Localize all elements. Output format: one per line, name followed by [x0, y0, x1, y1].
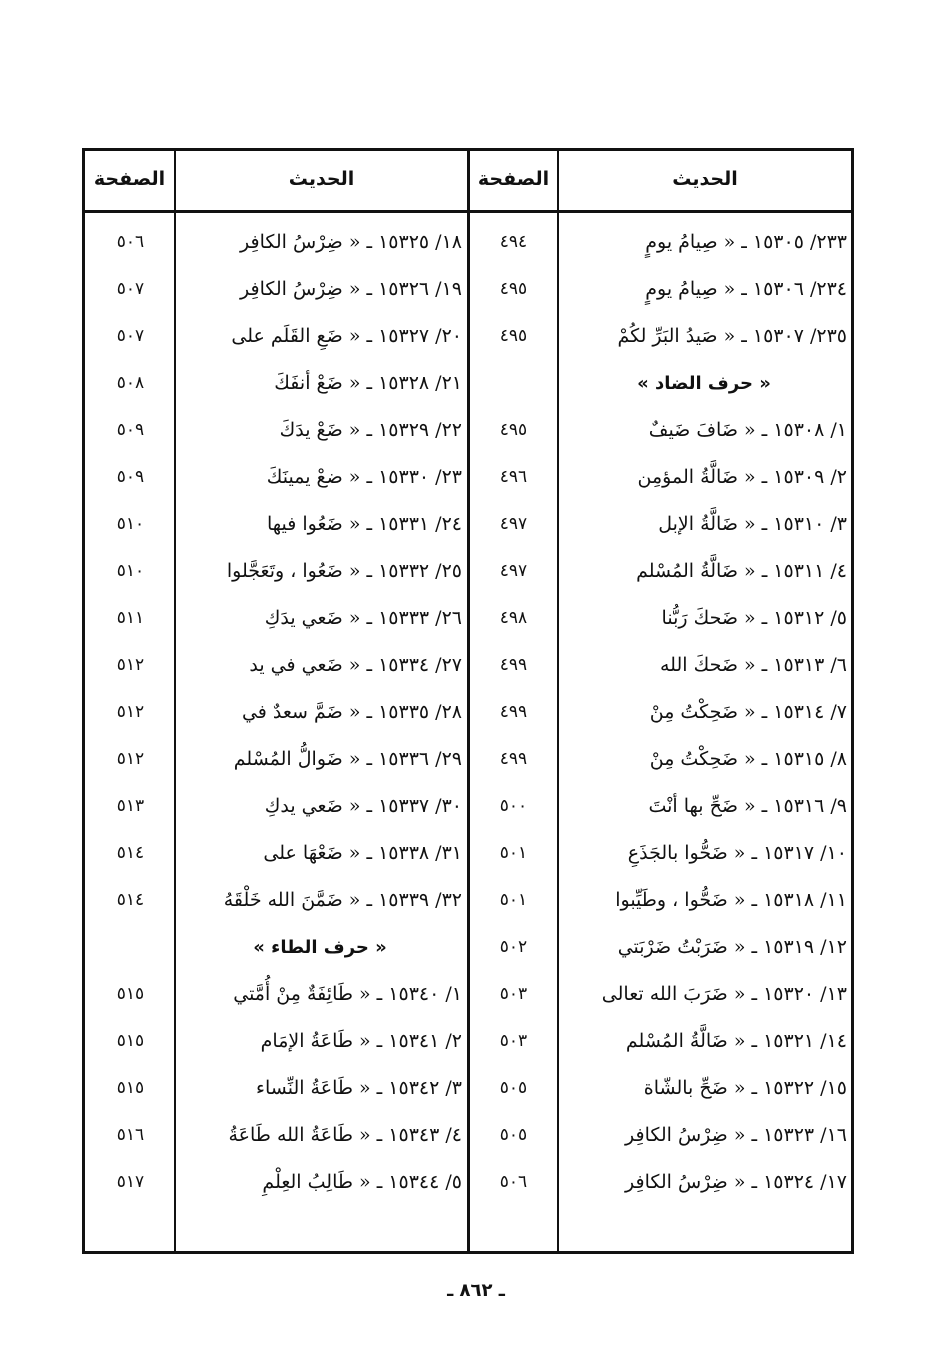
page-ref: [470, 360, 557, 407]
hadith-entry: ٢٤/ ١٥٣٣١ ـ « ضَعُوا فيها: [266, 513, 462, 535]
page-ref: ٤٩٤: [499, 232, 528, 252]
hadith-entry: ٨/ ١٥٣١٥ ـ « ضَحِكْتُ مِنْ: [649, 748, 847, 770]
page-ref: ٤٩٥: [499, 326, 528, 346]
page-ref: ٥٠٧: [116, 326, 145, 346]
hadith-entry: ١/ ١٥٣٠٨ ـ « ضَافَ ضَيفٌ: [648, 419, 847, 441]
hadith-entry: ٢٣٣/ ١٥٣٠٥ ـ « صِيامُ يومٍ: [645, 231, 847, 253]
hadith-entry: ٣/ ١٥٣٤٢ ـ « طَاعَةُ النِّساء: [256, 1077, 462, 1099]
hadith-entry: ١٦/ ١٥٣٢٣ ـ « ضِرْسُ الكافِر: [625, 1124, 847, 1146]
page-ref: ٤٩٥: [499, 279, 528, 299]
hadith-entry: ١٥/ ١٥٣٢٢ ـ « ضَحِّ بالشّاة: [643, 1077, 847, 1099]
hadith-entry: ١٣/ ١٥٣٢٠ ـ « ضَرَبَ الله تعالى: [601, 983, 847, 1005]
page-ref: ٥٠٢: [499, 937, 528, 957]
page-ref: ٥١١: [116, 608, 145, 628]
page-ref: ٤٩٧: [499, 514, 528, 534]
page-ref: ٥٠٩: [116, 467, 145, 487]
hadith-entry: ١٧/ ١٥٣٢٤ ـ « ضِرْسُ الكافِر: [625, 1171, 847, 1193]
page-ref: ٥٠٥: [499, 1078, 528, 1098]
hadith-entry: ١٩/ ١٥٣٢٦ ـ « ضِرْسُ الكافِر: [240, 278, 462, 300]
hadith-entry: ٢٩/ ١٥٣٣٦ ـ « ضَوالُّ المُسْلم: [233, 748, 462, 770]
page-ref: ٥١٢: [116, 702, 145, 722]
page-ref: ٥١٢: [116, 749, 145, 769]
hadith-index-table: [82, 148, 854, 1254]
hadith-entry: ٤/ ١٥٣٤٣ ـ « طَاعَةُ الله طَاعَةُ: [228, 1124, 462, 1146]
hadith-entry: ٢٢/ ١٥٣٢٩ ـ « ضَعْ يدَكَ: [279, 419, 462, 441]
page-ref: [87, 924, 174, 971]
hadith-entry: ٢٦/ ١٥٣٣٣ ـ « ضَعي يدَكِ: [264, 607, 462, 629]
page-ref: ٤٩٩: [499, 702, 528, 722]
page-ref: ٥١٧: [116, 1172, 145, 1192]
page-ref: ٥١٥: [116, 1031, 145, 1051]
hadith-entry: ٢٣٥/ ١٥٣٠٧ ـ « صَيدُ البَرِّ لكُمْ: [617, 325, 847, 347]
column-divider: [557, 151, 559, 1251]
page-ref: ٥١٤: [116, 843, 145, 863]
left-hadith-header: الحديث: [288, 168, 355, 190]
hadith-entry: ٣١/ ١٥٣٣٨ ـ « ضَعْهَا على: [263, 842, 462, 864]
hadith-entry: ٢٧/ ١٥٣٣٤ ـ « ضَعي في يد: [249, 654, 462, 676]
hadith-entry: ٥/ ١٥٣١٢ ـ « ضَحكَ رَبُّنا: [661, 607, 847, 629]
hadith-entry: ٧/ ١٥٣١٤ ـ « ضَحِكْتُ مِنْ: [649, 701, 847, 723]
hadith-entry: ٥/ ١٥٣٤٤ ـ « طَالِبُ العِلْمِ: [262, 1171, 462, 1193]
hadith-entry: ٢٣٤/ ١٥٣٠٦ ـ « صِيامُ يومٍ: [645, 278, 847, 300]
hadith-entry: ١/ ١٥٣٤٠ ـ « طَائِفَةٌ مِنْ أُمَّتي: [233, 983, 462, 1005]
hadith-entry: ١١/ ١٥٣١٨ ـ « ضَحُّوا ، وطَيِّبوا: [615, 889, 847, 911]
hadith-entry: ٣٢/ ١٥٣٣٩ ـ « ضَمَّنَ الله خَلْقَهُ: [223, 889, 462, 911]
section-heading: « حرف الضاد »: [637, 373, 771, 394]
page-ref: ٥٠٣: [499, 1031, 528, 1051]
page-ref: ٥١٣: [116, 796, 145, 816]
page-ref: ٤٩٦: [499, 467, 528, 487]
hadith-entry: ٢٠/ ١٥٣٢٧ ـ « ضَعِ القَلَم على: [231, 325, 462, 347]
hadith-entry: ٤/ ١٥٣١١ ـ « ضَالَّةُ المُسْلم: [636, 560, 847, 582]
page-ref: ٤٩٩: [499, 749, 528, 769]
header-divider: [85, 210, 851, 213]
hadith-entry: ٢٨/ ١٥٣٣٥ ـ « ضَمَّ سعدٌ في: [241, 701, 462, 723]
left-page-header: الصفحة: [93, 168, 166, 190]
hadith-entry: ١٢/ ١٥٣١٩ ـ « ضَرَبْتُ ضَرْبَتي: [617, 936, 847, 958]
page-ref: ٥٠٧: [116, 279, 145, 299]
page-ref: ٥٠٩: [116, 420, 145, 440]
page-number: ـ ٨٦٢ ـ: [447, 1280, 505, 1301]
page-ref: ٥٠٨: [116, 373, 145, 393]
hadith-entry: ٢١/ ١٥٣٢٨ ـ « ضَعْ أنفَكَ: [274, 372, 462, 394]
page-ref: ٥٠٠: [499, 796, 528, 816]
page-ref: ٤٩٥: [499, 420, 528, 440]
hadith-entry: ٩/ ١٥٣١٦ ـ « ضَحِّ بها أنْتَ: [648, 795, 847, 817]
section-heading: « حرف الطاء »: [253, 937, 387, 958]
hadith-entry: ٢/ ١٥٣٠٩ ـ « ضَالَّةُ المؤمِن: [637, 466, 847, 488]
page-ref: ٥١٤: [116, 890, 145, 910]
page-ref: ٥٠٥: [499, 1125, 528, 1145]
page-ref: ٥١٠: [116, 561, 145, 581]
hadith-entry: ٣/ ١٥٣١٠ ـ « ضَالَّةُ الإبل: [658, 513, 847, 535]
right-hadith-header: الحديث: [672, 168, 738, 190]
page-ref: ٥١٠: [116, 514, 145, 534]
page-ref: ٥١٥: [116, 984, 145, 1004]
hadith-entry: ٢٣/ ١٥٣٣٠ ـ « ضعْ يمينَكَ: [266, 466, 462, 488]
hadith-entry: ٢/ ١٥٣٤١ ـ « طَاعَةُ الإمَام: [260, 1030, 462, 1052]
page-ref: ٥١٢: [116, 655, 145, 675]
page-ref: ٥٠٣: [499, 984, 528, 1004]
right-page-header: الصفحة: [477, 168, 550, 190]
hadith-entry: ٣٠/ ١٥٣٣٧ ـ « ضَعي يدكِ: [264, 795, 462, 817]
page-ref: ٤٩٨: [499, 608, 528, 628]
column-divider: [174, 151, 176, 1251]
page-ref: ٥٠١: [499, 843, 528, 863]
page-ref: ٤٩٧: [499, 561, 528, 581]
hadith-entry: ١٠/ ١٥٣١٧ ـ « ضَحُّوا بالجَذَعِ: [627, 842, 847, 864]
page-ref: ٥٠١: [499, 890, 528, 910]
hadith-entry: ٦/ ١٥٣١٣ ـ « ضَحكَ الله: [659, 654, 847, 676]
page-ref: ٤٩٩: [499, 655, 528, 675]
hadith-entry: ٢٥/ ١٥٣٣٢ ـ « ضَعُوا ، وتَعَجَّلوا: [226, 560, 462, 582]
hadith-entry: ١٤/ ١٥٣٢١ ـ « ضَالَّةُ المُسْلم: [625, 1030, 847, 1052]
page-ref: ٥٠٦: [499, 1172, 528, 1192]
page-ref: ٥٠٦: [116, 232, 145, 252]
page-ref: ٥١٥: [116, 1078, 145, 1098]
page-ref: ٥١٦: [116, 1125, 145, 1145]
hadith-entry: ١٨/ ١٥٣٢٥ ـ « ضِرْسُ الكافِر: [240, 231, 462, 253]
